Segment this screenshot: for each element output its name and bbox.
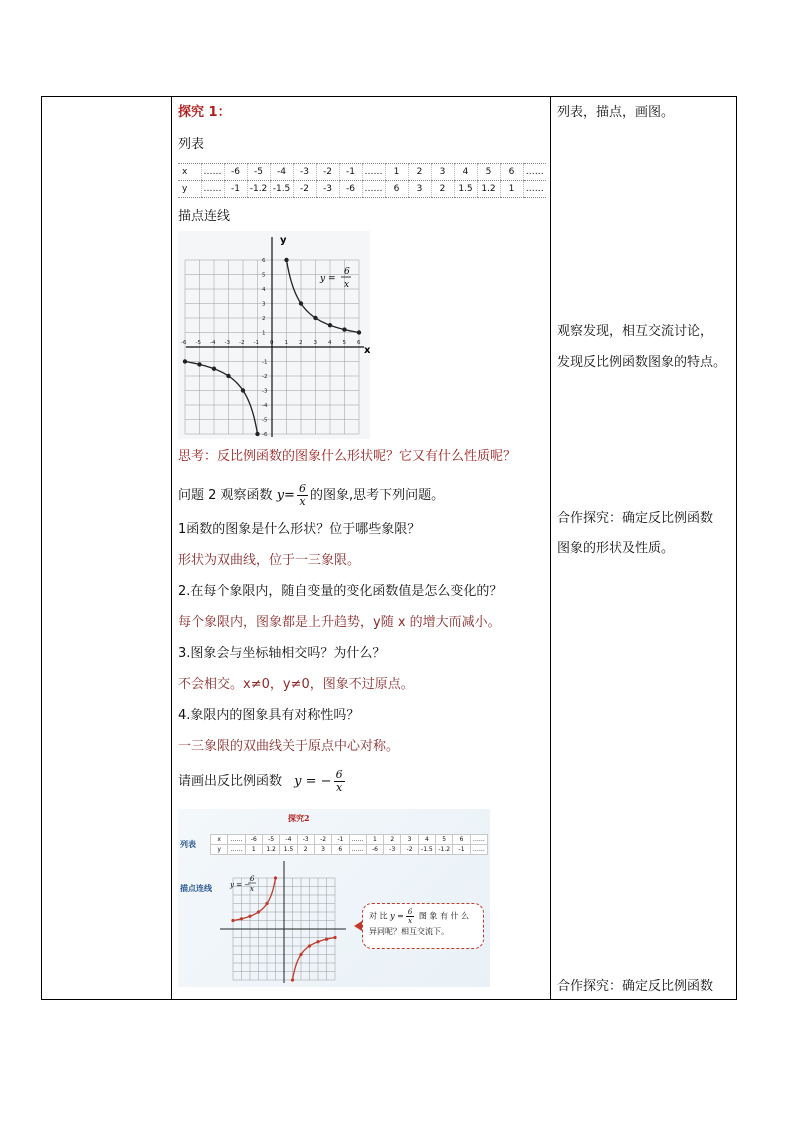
x-cell: 4	[454, 164, 477, 181]
x-cell: x	[178, 164, 201, 181]
x2-cell: -1	[332, 835, 349, 845]
data-point	[299, 301, 303, 305]
data-point	[308, 944, 311, 947]
x-tick-label: 0	[270, 340, 274, 346]
y-tick-label: -2	[262, 374, 268, 380]
x2-cell: x	[211, 835, 228, 845]
y-row	[178, 181, 546, 198]
data-point	[257, 910, 260, 913]
panel2-formula-lhs: y = −	[230, 881, 251, 889]
data-point	[325, 938, 328, 941]
y-cell: ……	[362, 181, 385, 198]
y-cell: -3	[316, 181, 339, 198]
data-point	[316, 940, 319, 943]
y2-cell: -1.5	[418, 845, 435, 855]
answer-4: 一三象限的双曲线关于原点中心对称。	[178, 739, 400, 754]
y2-cell: 1.2	[262, 845, 279, 855]
x-tick-label: -3	[224, 340, 230, 346]
answer-2: 每个象限内，图象都是上升趋势，y随 x 的增大而减小。	[178, 615, 501, 630]
answer-3: 不会相交。x≠0，y≠0，图象不过原点。	[178, 677, 414, 692]
activity-2-line-2: 发现反比例函数图象的特点。	[557, 355, 727, 370]
hyperbola-graph-positive	[178, 231, 370, 439]
x2-cell: ……	[470, 835, 487, 845]
data-point	[183, 359, 187, 363]
y-tick-label: 5	[262, 272, 266, 279]
question-1: 1函数的图象是什么形状？位于哪些象限？	[178, 522, 421, 537]
x-tick-label: -5	[195, 340, 201, 346]
y-cell: ……	[201, 181, 224, 198]
x-cell: 6	[500, 164, 523, 181]
data-point	[255, 432, 259, 436]
x2-cell: ……	[349, 835, 366, 845]
y-tick-label: 6	[262, 258, 266, 264]
bubble-den: x	[408, 917, 413, 925]
x-cell: -1	[339, 164, 362, 181]
x-cell: 3	[431, 164, 454, 181]
y-row-2	[211, 845, 488, 855]
content-column	[172, 97, 550, 999]
y2-cell: -2	[401, 845, 418, 855]
y-cell: -1.2	[247, 181, 270, 198]
y2-cell: -6	[366, 845, 383, 855]
x-tick-label: -6	[181, 340, 187, 346]
table-label: 列表	[178, 137, 205, 152]
y-cell: 3	[408, 181, 431, 198]
q2-den: x	[299, 495, 306, 508]
question-4: 4.象限内的图象具有对称性吗？	[178, 708, 360, 723]
value-table-2	[210, 834, 488, 855]
data-point	[342, 327, 346, 331]
y2-cell: 6	[332, 845, 349, 855]
y-cell: 1.2	[477, 181, 500, 198]
x2-cell: -6	[245, 835, 262, 845]
bubble-lhs: y =	[390, 911, 404, 921]
draw-num: 6	[335, 768, 343, 781]
y2-cell: 3	[314, 845, 331, 855]
y2-cell: 1.5	[280, 845, 297, 855]
q2-num: 6	[298, 482, 306, 495]
bubble-fraction	[406, 908, 414, 925]
y-cell: -2	[293, 181, 316, 198]
x2-cell: 4	[418, 835, 435, 845]
q2-suffix: 的图象,思考下列问题。	[309, 488, 445, 503]
x-cell: -3	[293, 164, 316, 181]
value-table-1	[178, 163, 546, 198]
draw-den: x	[335, 781, 343, 794]
data-point	[226, 374, 230, 378]
y2-cell: ……	[470, 845, 487, 855]
activity-3-line-2: 图象的形状及性质。	[557, 541, 675, 556]
question-3: 3.图象会与坐标轴相交吗？为什么？	[178, 646, 386, 661]
data-point	[284, 258, 288, 262]
bubble-line-2: 异同呢？相互交流下。	[369, 927, 449, 936]
x-tick-label: 6	[357, 340, 361, 346]
x-cell: 2	[408, 164, 431, 181]
x2-cell: 2	[384, 835, 401, 845]
x-cell: -2	[316, 164, 339, 181]
question-2-trend: 2.在每个象限内，随自变量的变化函数值是怎么变化的？	[178, 584, 503, 599]
x-tick-label: 1	[284, 340, 288, 346]
y-cell: ……	[523, 181, 546, 198]
panel2-table-label: 列表	[180, 839, 196, 849]
x2-cell: 6	[453, 835, 470, 845]
y-cell: 6	[385, 181, 408, 198]
y-axis-label: y	[280, 235, 287, 246]
draw-fraction	[334, 769, 345, 794]
graph-formula-lhs: y =	[320, 274, 336, 284]
bubble-pointer	[354, 921, 362, 931]
speech-bubble	[362, 903, 484, 949]
x-cell: -5	[247, 164, 270, 181]
x-cell: ……	[523, 164, 546, 181]
y2-cell: -3	[384, 845, 401, 855]
panel2-formula-num: 6	[250, 875, 255, 883]
x-cell: -4	[270, 164, 293, 181]
x-cell: ……	[362, 164, 385, 181]
y-cell: 2	[431, 181, 454, 198]
y2-cell: -1	[453, 845, 470, 855]
y2-cell: ……	[228, 845, 245, 855]
q2-prefix: 问题 2 观察函数	[178, 488, 273, 503]
x-cell: 5	[477, 164, 500, 181]
panel2-plot-label: 描点连线	[180, 883, 212, 893]
x2-cell: ……	[228, 835, 245, 845]
y-tick-label: -3	[262, 388, 268, 395]
activity-column	[551, 97, 737, 999]
data-point	[313, 316, 317, 320]
y-cell: -6	[339, 181, 362, 198]
draw-prompt	[178, 765, 347, 799]
activity-1: 列表，描点，画图。	[557, 105, 675, 120]
data-point	[274, 876, 277, 879]
y2-cell: 1	[245, 845, 262, 855]
y-tick-label: 1	[262, 330, 266, 337]
data-point	[328, 323, 332, 327]
y-tick-label: -1	[262, 359, 268, 366]
x2-cell: 3	[401, 835, 418, 845]
question-2: 问题 2 观察函数 y= $\frac{6}{x}$ 的图象,思考下列问题。	[178, 482, 445, 508]
y-tick-label: -5	[262, 417, 268, 424]
q2-fraction	[297, 483, 308, 508]
data-point	[299, 953, 302, 956]
data-point	[291, 978, 294, 981]
activity-3-line-1: 合作探究：确定反比例函数	[557, 511, 714, 526]
x2-cell: -2	[314, 835, 331, 845]
x2-cell: -3	[297, 835, 314, 845]
data-point	[333, 936, 336, 939]
data-point	[240, 917, 243, 920]
y-cell: -1	[224, 181, 247, 198]
data-point	[241, 388, 245, 392]
y-tick-label: -6	[262, 432, 268, 438]
x-cell: ……	[201, 164, 224, 181]
plot-label: 描点连线	[178, 209, 231, 224]
graph-formula-num: 6	[344, 267, 350, 277]
x2-cell: 1	[366, 835, 383, 845]
activity-4: 合作探究：确定反比例函数	[557, 979, 714, 994]
bubble-num: 6	[407, 908, 413, 916]
exploration-2-panel	[178, 809, 490, 987]
q2-var: y	[276, 488, 285, 503]
y-cell: 1.5	[454, 181, 477, 198]
y-tick-label: 3	[262, 301, 266, 308]
x-cell: -6	[224, 164, 247, 181]
bubble-prefix: 对 比	[369, 911, 388, 921]
hyperbola-graph-negative	[218, 859, 348, 985]
data-point	[212, 367, 216, 371]
y2-cell: -1.2	[436, 845, 453, 855]
section-heading: 探究 1：	[178, 105, 231, 120]
y2-cell: ……	[349, 845, 366, 855]
panel2-title: 探究2	[288, 813, 310, 823]
panel2-formula-den: x	[250, 885, 254, 893]
think-question: 思考：反比例函数的图象什么形状呢？它又有什么性质呢？	[178, 449, 517, 464]
draw-lhs: y = −	[294, 774, 332, 789]
x-row	[178, 164, 546, 181]
y-cell: 1	[500, 181, 523, 198]
x2-cell: 5	[436, 835, 453, 845]
data-point	[265, 902, 268, 905]
x-tick-label: -2	[239, 340, 245, 346]
lesson-table	[41, 96, 737, 1000]
y-cell: -1.5	[270, 181, 293, 198]
data-point	[357, 330, 361, 334]
y-tick-label: 4	[262, 287, 266, 293]
y2-cell: y	[211, 845, 228, 855]
x-tick-label: -4	[210, 340, 216, 346]
bubble-suffix: 图 象 有 什 么	[418, 911, 470, 921]
graph-formula-den: x	[344, 280, 350, 290]
x-tick-label: -1	[253, 340, 259, 346]
x-tick-label: 5	[342, 340, 346, 346]
y2-cell: 2	[297, 845, 314, 855]
x-cell: 1	[385, 164, 408, 181]
x-axis-label: x	[364, 345, 370, 356]
activity-2-line-1: 观察发现，相互交流讨论，	[557, 324, 714, 339]
bubble-line-1	[369, 908, 477, 925]
draw-prompt-text: 请画出反比例函数	[178, 774, 283, 789]
x-row-2	[211, 835, 488, 845]
y-tick-label: 2	[262, 316, 266, 322]
answer-1: 形状为双曲线，位于一三象限。	[178, 553, 361, 568]
data-point	[231, 919, 234, 922]
x2-cell: -5	[262, 835, 279, 845]
y-tick-label: -4	[262, 403, 268, 409]
x-tick-label: 3	[313, 340, 317, 346]
x2-cell: -4	[280, 835, 297, 845]
data-point	[248, 915, 251, 918]
y-cell: y	[178, 181, 201, 198]
data-point	[197, 362, 201, 366]
x-tick-label: 4	[328, 340, 332, 346]
x-tick-label: 2	[299, 340, 303, 346]
